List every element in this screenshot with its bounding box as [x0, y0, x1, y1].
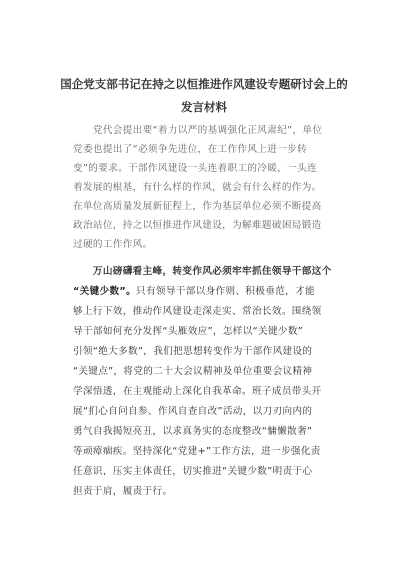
document-title-line-1: 国企党支部书记在持之以恒推进作风建设专题研讨会上的 — [60, 77, 348, 91]
paragraph-2-line: 学深悟透，在主观能动上深化自我革命。班子成员带头开 — [73, 386, 322, 397]
paragraph-2-line-rest: 只有领导干部以身作则、积极垂范，才能 — [136, 286, 316, 297]
paragraph-2-line: 勇气自我揭短亮丑，以求真务实的态度整改“慵懒散奢” — [73, 426, 313, 437]
paragraph-2-line: 任意识，压实主体责任，切实推进“关键少数”明责于心 — [73, 466, 313, 477]
paragraph-1-line: 政治站位，持之以恒推进作风建设，为解难题破困局锻造 — [73, 220, 322, 231]
paragraph-1-line: 在单位高质量发展新征程上，作为基层单位必须不断提高 — [73, 201, 322, 212]
paragraph-2-line: 等顽瘴痼疾。坚持深化“党建+”工作方法，进一步强化责 — [73, 446, 321, 457]
paragraph-1-line: 党代会提出要“着力以严的基调强化正风肃纪”，单位 — [73, 125, 323, 136]
paragraph-1-line: 过硬的工作作风。 — [73, 239, 153, 250]
paragraph-1-line: 变”的要求。干部作风建设一头连着职工的冷暖，一头连 — [73, 163, 317, 174]
paragraph-2-line: 导干部如何充分发挥“头雁效应”，怎样以“关键少数” — [73, 326, 304, 337]
paragraph-1-line: 党委也提出了“必须争先进位，在工作作风上进一步转 — [73, 144, 308, 155]
document-title-line-2: 发言材料 — [181, 100, 227, 114]
paragraph-2-line: “关键点”，将党的二十大会议精神及单位重要会议精神 — [73, 366, 313, 377]
paragraph-2-line: 担责于肩，履责于行。 — [73, 486, 173, 497]
paragraph-2-heading: 万山磅礴看主峰，转变作风必须牢牢抓住领导干部这个 — [73, 266, 332, 277]
paragraph-2-line: 展“扪心自问自参、作风自查自改”活动，以刀刃向内的 — [73, 406, 313, 417]
paragraph-2-line — [73, 286, 335, 298]
paragraph-2-line: 引领“绝大多数”，我们把思想转变作为干部作风建设的 — [73, 346, 313, 357]
key-minority-bold: “关键少数”。 — [73, 286, 137, 297]
paragraph-2-line: 够上行下效，推动作风建设走深走实、常治长效。围绕领 — [73, 306, 322, 317]
paragraph-1-line: 着发展的根基，有什么样的作风，就会有什么样的作为。 — [73, 182, 322, 193]
